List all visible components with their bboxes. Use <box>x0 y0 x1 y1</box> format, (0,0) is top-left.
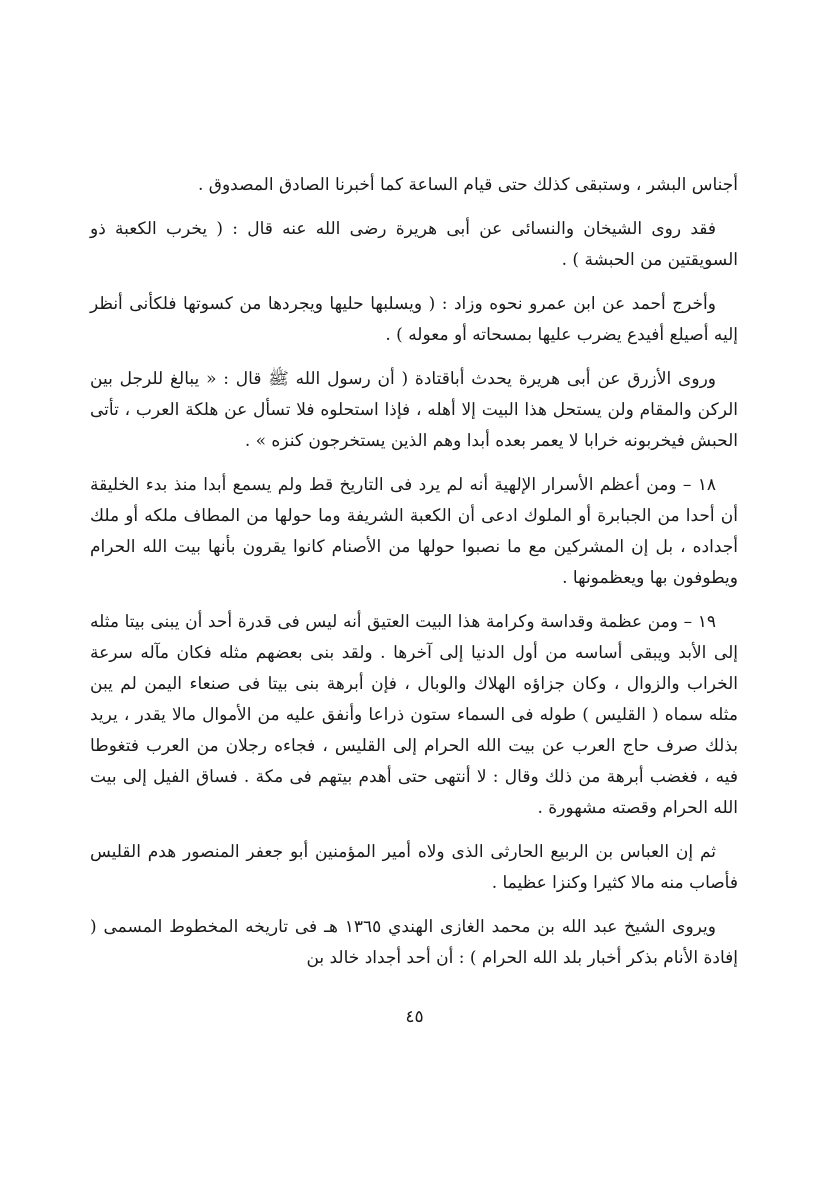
page-number: ٤٥ <box>405 1007 424 1027</box>
paragraph-8: ويروى الشيخ عبد الله بن محمد الغازى الهندي ١٣٦٥ هـ فى تاريخه المخطوط المسمى ( إفادة الأنام بذكر أخبار بلد الله الحرام ) : أن أحد أجداد خالد بن <box>90 917 738 968</box>
paragraph-4: وروى الأزرق عن أبى هريرة يحدث أباقتادة ( أن رسول الله ﷺ قال : « يبالغ للرجل بين الركن والمقام ولن يستحل هذا البيت إلا أهله ، فإذا استحلوه فلا تسأل عن هلكة العرب ، تأتى الحبش فيخربونه خرابا لا يعمر بعده أبدا وهم الذين يستخرجون كنزه » . <box>90 369 738 451</box>
paragraph-2: فقد روى الشيخان والنسائى عن أبى هريرة رضى الله عنه قال : ( يخرب الكعبة ذو السويقتين من الحبشة ) . <box>90 219 738 270</box>
paragraph-1: أجناس البشر ، وستبقى كذلك حتى قيام الساعة كما أخبرنا الصادق المصدوق . <box>197 175 738 195</box>
paragraph-3: وأخرج أحمد عن ابن عمرو نحوه وزاد : ( ويسلبها حليها ويجردها من كسوتها فلكأنى أنظر إليه أصيلع أفيدع يضرب عليها بمسحاته أو معوله ) . <box>90 294 738 345</box>
paragraph-6: ١٩ – ومن عظمة وقداسة وكرامة هذا البيت العتيق أنه ليس فى قدرة أحد أن يبنى بيتا مثله إلى الأبد ويبقى أساسه من أول الدنيا إلى آخرها . ولقد بنى بعضهم مثله فكان مآله سرعة الخراب والزوال ، وكان جزاؤه الهلاك والوبال ، فإن أبرهة بنى بيتا فى صنعاء اليمن لم يبن مثله سماه ( القليس ) طوله فى السماء ستون ذراعا وأنفق عليه من الأموال مالا يقدر ، يريد بذلك صرف حاج العرب عن بيت الله الحرام إلى القليس ، فجاءه رجلان من العرب فتغوطا فيه ، فغضب أبرهة من ذلك وقال : لا أنتهى حتى أهدم بيتهم فى مكة . فساق الفيل إلى بيت الله الحرام وقصته مشهورة . <box>90 612 738 818</box>
paragraph-7: ثم إن العباس بن الربيع الحارثى الذى ولاه أمير المؤمنين أبو جعفر المنصور هدم القليس فأصاب منه مالا كثيرا وكنزا عظيما . <box>90 842 738 893</box>
body-text <box>90 170 738 987</box>
paragraph-5: ١٨ – ومن أعظم الأسرار الإلهية أنه لم يرد فى التاريخ قط ولم يسمع أبدا منذ بدء الخليقة أن أحدا من الجبابرة أو الملوك ادعى أن الكعبة الشريفة وما حولها من المطاف ملكه أو ملك أجداده ، بل إن المشركين مع ما نصبوا حولها من الأصنام كانوا يقرون بأنها بيت الله الحرام ويطوفون بها ويعظمونها . <box>90 475 738 588</box>
